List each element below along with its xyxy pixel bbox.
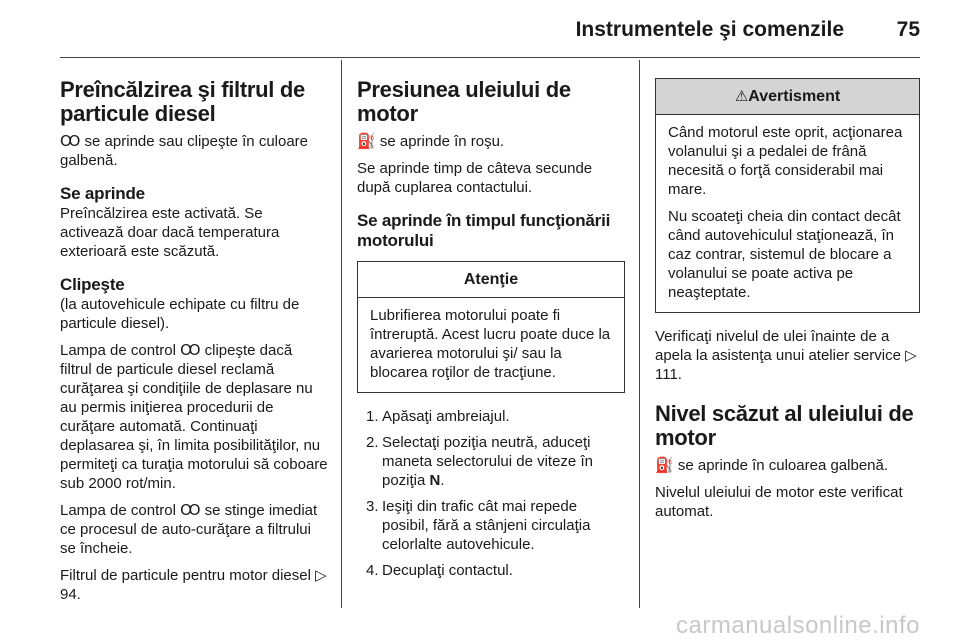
check-oil-paragraph: Verificaţi nivelul de ulei înainte de a apela la asistenţa unui atelier service ▷ 111. <box>655 328 917 383</box>
warning-triangle-icon: ⚠ <box>734 87 749 105</box>
reference-arrow-icon: ▷ <box>905 346 917 364</box>
section-heading-oil-pressure: Presiunea uleiului de motor <box>357 77 571 126</box>
neutral-position: N <box>429 472 441 489</box>
warning-title-bar: ⚠Avertisment <box>656 79 919 115</box>
goes-out-paragraph: Lampa de control Ꝏ se stinge imediat ce procesul de auto-curăţare a filtrului se încheie. <box>60 501 318 557</box>
subheading-while-running: Se aprinde în timpul funcţionării motorului <box>357 211 611 250</box>
column-1 <box>60 78 328 612</box>
list-item: 2. Selectaţi poziţia neutră, aduceţi maneta selectorului de viteze în poziţia N. <box>366 434 593 489</box>
steps-list <box>357 407 625 580</box>
page-reference-link[interactable]: ▷ 111. <box>655 346 917 383</box>
intro-paragraph: ⛽ se aprinde în roşu. <box>357 132 505 150</box>
subheading-lights-up: Se aprinde <box>60 184 145 203</box>
flashes-paragraph: Lampa de control Ꝏ clipeşte dacă filtrul de particule diesel reclamă curăţarea şi condiţiile de deplasare nu au permis iniţierea procedurii de curăţare automată. Continuaţi deplasarea şi, în limita posibilităţilor, nu permiteţi ca turaţia motorului să coboare sub 2000 rot/min. <box>60 341 328 492</box>
caution-text: Lubrifierea motorului poate fi întreruptă. Acest lucru poate duce la avarierea motorului şi/ sau la blocarea roţilor de tracţiune. <box>370 307 611 381</box>
intro-paragraph: ⛽ se aprinde în culoarea galbenă. <box>655 456 889 474</box>
ignition-paragraph: Se aprinde timp de câteva secunde după cuplarea contactului. <box>357 160 593 196</box>
list-item: 3. Ieşiţi din trafic cât mai repede posibil, fără a stânjeni circulaţia celorlalte autovehicule. <box>366 498 591 553</box>
column-2 <box>357 78 625 587</box>
glow-plug-icon: Ꝏ <box>180 341 201 359</box>
header-title: Instrumentele şi comenzile <box>575 18 844 41</box>
warning-text-1: Când motorul este oprit, acţionarea volanului şi a pedalei de frână necesită o forţă considerabil mai mare. <box>668 124 903 198</box>
glow-plug-icon: Ꝏ <box>180 501 201 519</box>
flashes-note: (la autovehicule echipate cu filtru de particule diesel). <box>60 296 300 332</box>
glow-plug-icon: Ꝏ <box>60 132 81 150</box>
warning-box <box>655 78 920 313</box>
auto-check-paragraph: Nivelul uleiului de motor este verificat automat. <box>655 484 903 520</box>
column-3 <box>655 78 920 529</box>
column-divider-2 <box>639 60 640 608</box>
list-item: 4. Decuplaţi contactul. <box>366 562 513 579</box>
subheading-flashes: Clipeşte <box>60 275 125 294</box>
oil-level-icon: ⛽ <box>655 456 674 474</box>
page-reference-link[interactable]: ▷ 94. <box>60 566 327 603</box>
list-item: 1. Apăsaţi ambreiajul. <box>366 408 510 425</box>
header-divider <box>60 57 920 58</box>
page-number: 75 <box>896 18 920 41</box>
lights-up-text: Preîncălzirea este activată. Se activează doar dacă temperatura exterioară este scăzută. <box>60 205 280 260</box>
section-heading-preheating: Preîncălzirea şi filtrul de particule diesel <box>60 77 305 126</box>
page-header <box>40 18 920 48</box>
oil-can-icon: ⛽ <box>357 132 376 150</box>
caution-title: Atenţie <box>358 262 624 298</box>
column-divider-1 <box>341 60 342 608</box>
section-heading-low-oil: Nivel scăzut al uleiului de motor <box>655 401 914 450</box>
caution-box <box>357 261 625 393</box>
intro-paragraph: Ꝏ se aprinde sau clipeşte în culoare galbenă. <box>60 132 309 169</box>
reference-arrow-icon: ▷ <box>315 566 327 584</box>
warning-text-2: Nu scoateţi cheia din contact decât când autovehiculul staţionează, în caz contrar, sistemul de blocare a volanului se poate activa pe neaşteptate. <box>668 208 901 301</box>
watermark-text: carmanualsonline.info <box>676 612 920 639</box>
reference-paragraph: Filtrul de particule pentru motor diesel ▷ 94. <box>60 566 327 603</box>
